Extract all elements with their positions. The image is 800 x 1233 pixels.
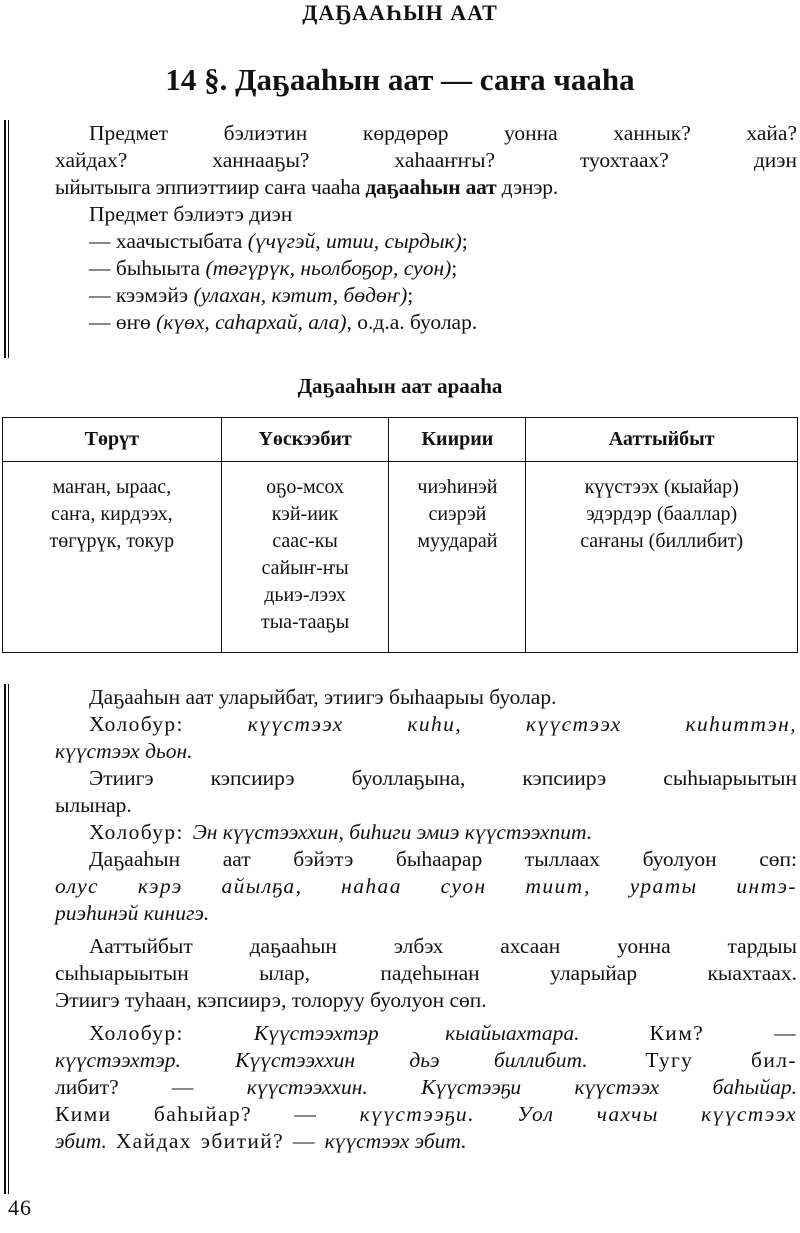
cell-line: күүстээх (кыайар): [584, 476, 739, 498]
margin-bar-body: [4, 684, 9, 1194]
example-line: күүстээхтэр. Күүстээххин дьэ биллибит. Тугу бил-: [55, 1048, 797, 1072]
running-head: ДАҔААҺЫН ААТ: [302, 0, 498, 25]
cell-line: сайыҥ-ҥы: [261, 557, 349, 579]
cell-line: эдэрдэр (бааллар): [586, 503, 738, 525]
table-cell-root: [3, 462, 222, 653]
table-cell-derived: [221, 462, 389, 653]
intro-item: — өҥө (күөх, саһархай, ала), о.д.а. буолар.: [89, 310, 478, 334]
intro-item: — хаачыстыбата (үчүгэй, итии, сырдык);: [89, 229, 468, 253]
cell-line: маҥан, ыраас,: [52, 476, 172, 498]
body-paragraph: Ааттыйбыт даҕааһын элбэх ахсаан уонна тардыы: [89, 934, 797, 958]
intro-line-2: хайдах? ханнааҕы? хаһааҥҥы? туохтаах? диэн: [55, 148, 797, 172]
intro-line-1: Предмет бэлиэтин көрдөрөр уонна ханнык? хайа?: [89, 121, 797, 145]
cell-line: тыа-тааҕы: [260, 611, 350, 633]
table-header-cell: Төрүт: [3, 418, 222, 462]
cell-line: сиэрэй: [428, 503, 487, 525]
cell-line: дьиэ-лээх: [264, 584, 346, 606]
intro-line-3: ыйытыыга эппиэттиир саҥа чааһа даҕааһын аат дэнэр.: [55, 175, 559, 199]
cell-line: муударай: [417, 530, 498, 552]
cell-line: саас-кы: [272, 530, 338, 552]
body-paragraph: сыһыарыытын ылар, падеһынан уларыйар кыахтаах.: [55, 961, 797, 985]
cell-line: кэй-иик: [271, 503, 339, 525]
body-paragraph: Даҕааһын аат бэйэтэ быһаарар тыллаах буолуон сөп:: [89, 847, 797, 871]
table-cell-substantivized: [526, 462, 798, 653]
table-caption: Даҕааһын аат арааһа: [297, 374, 503, 398]
example-line: күүстээх дьон.: [55, 739, 193, 763]
cell-line: чиэһинэй: [417, 476, 498, 498]
intro-item: — кээмэйэ (улахан, кэтит, бөдөҥ);: [89, 283, 414, 307]
body-paragraph: Этиигэ туһаан, кэпсиирэ, толоруу буолуон сөп.: [55, 988, 487, 1012]
table-row: [3, 462, 798, 653]
example-line: Холобур: Күүстээхтэр кыайыахтара. Ким? —: [89, 1021, 798, 1045]
margin-bar-intro: [4, 120, 9, 358]
cell-line: төгүрүк, токур: [49, 530, 175, 552]
example-line: эбит. Хайдах эбитий? — күүстээх эбит.: [55, 1129, 467, 1153]
example-line: Холобур: күүстээх киһи, күүстээх киһиттэн,: [89, 712, 797, 736]
intro-item: — быһыыта (төгүрүк, ньолбоҕор, суон);: [89, 256, 458, 280]
example-line: риэһинэй кинигэ.: [55, 901, 210, 925]
example-line: либит? — күүстээххин. Күүстээҕи күүстээх баһыйар.: [55, 1075, 797, 1099]
body-paragraph: Этиигэ кэпсиирэ буоллаҕына, кэпсиирэ сыһыарыытын: [89, 766, 797, 790]
example-line: Холобур: Эн күүстээххин, биһиги эмиэ күүстээхпит.: [89, 820, 593, 844]
table-header-cell: Үөскээбит: [221, 418, 389, 462]
table-cell-borrowed: [389, 462, 526, 653]
term-highlight: даҕааһын аат: [365, 175, 497, 199]
table-header-cell: Ааттыйбыт: [526, 418, 798, 462]
example-line: олус кэрэ айылҕа, наһаа суон тиит, ураты интэ-: [55, 874, 797, 898]
cell-line: саҥаны (биллибит): [580, 530, 744, 552]
section-title: 14 §. Даҕааһын аат — саҥа чааһа: [165, 62, 635, 97]
body-block: [55, 684, 797, 1155]
intro-lead: Предмет бэлиэтэ диэн: [89, 202, 293, 226]
adjective-types-table: [2, 417, 798, 653]
cell-line: саҥа, кирдээх,: [51, 503, 173, 525]
example-line: Кими баһыйар? — күүстээҕи. Уол чахчы күүстээх: [55, 1102, 797, 1126]
intro-block: [55, 120, 797, 336]
body-paragraph: Даҕааһын аат уларыйбат, этиигэ быһаарыы буолар.: [89, 685, 557, 709]
table-header-cell: Киирии: [389, 418, 526, 462]
cell-line: оҕо-мсох: [266, 476, 345, 498]
table-header-row: [3, 418, 798, 462]
body-paragraph: ылынар.: [55, 793, 132, 817]
page-number: 46: [8, 1195, 32, 1220]
